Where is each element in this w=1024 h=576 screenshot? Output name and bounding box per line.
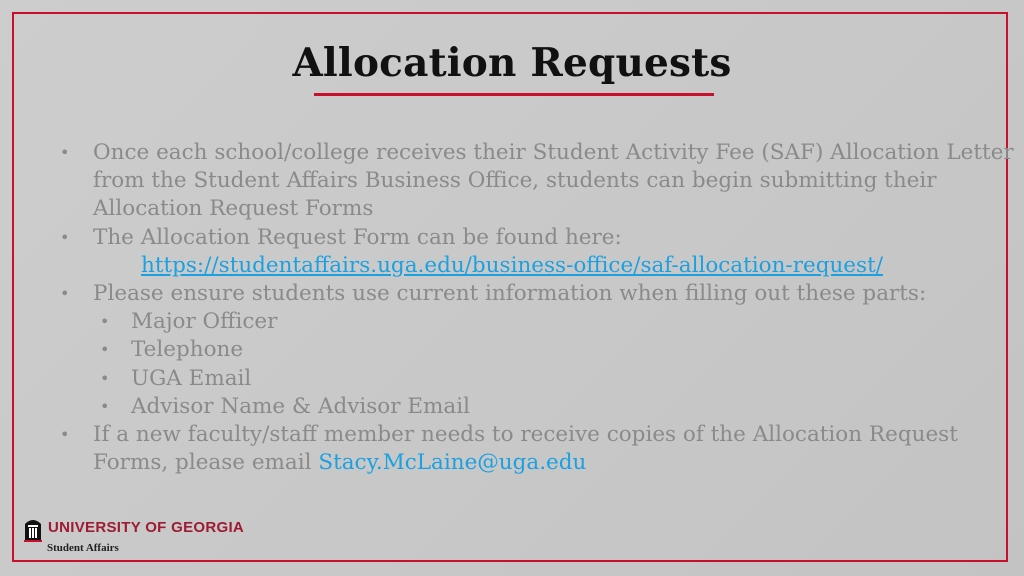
bullet-continuation	[58, 449, 978, 477]
email-link[interactable]: Stacy.McLaine@uga.edu	[318, 450, 587, 476]
department-name: Student Affairs	[47, 542, 119, 554]
bullet-dot: •	[100, 368, 110, 388]
bullet-dot: •	[100, 340, 110, 360]
bullet-dot: •	[60, 425, 70, 445]
bullet-continuation: Allocation Request Forms	[93, 196, 374, 222]
bullet-text: Please ensure students use current information when filling out these parts:	[93, 281, 927, 307]
title-underline	[314, 93, 714, 96]
bullet-text: If a new faculty/staff member needs to receive copies of the Allocation Request	[93, 422, 958, 448]
link-row	[58, 252, 978, 280]
sub-bullet-item	[58, 336, 978, 364]
bullet-text: The Allocation Request Form can be found here:	[93, 224, 622, 250]
bullet-text: Once each school/college receives their Student Activity Fee (SAF) Allocation Letter	[93, 140, 1014, 165]
bullet-dot: •	[100, 312, 110, 332]
arch-icon	[24, 516, 42, 542]
bullet-list	[58, 139, 1014, 477]
slide-title: Allocation Requests	[292, 40, 732, 86]
university-name: UNIVERSITY OF GEORGIA	[48, 519, 245, 536]
bullet-dot: •	[100, 396, 110, 416]
sub-bullet-text: Major Officer	[131, 309, 278, 335]
bullet-item	[58, 224, 978, 252]
bullet-item	[58, 280, 978, 308]
sub-bullet-text: Advisor Name & Advisor Email	[131, 393, 471, 419]
sub-bullet-text: UGA Email	[131, 365, 252, 391]
uga-logo	[24, 516, 264, 560]
sub-bullet-item	[58, 393, 978, 421]
bullet-text: Forms, please email	[93, 450, 319, 476]
bullet-item	[58, 421, 978, 449]
sub-bullet-text: Telephone	[131, 337, 244, 363]
bullet-continuation: from the Student Affairs Business Office, students can begin submitting their	[93, 168, 937, 194]
sub-bullet-item	[58, 365, 978, 393]
bullet-dot: •	[60, 143, 70, 162]
bullet-dot: •	[60, 227, 70, 247]
sub-bullet-item	[58, 308, 978, 336]
bullet-dot: •	[60, 284, 70, 304]
bullet-item	[58, 139, 1014, 167]
allocation-request-link[interactable]: https://studentaffairs.uga.edu/business-office/saf-allocation-request/	[141, 252, 883, 278]
